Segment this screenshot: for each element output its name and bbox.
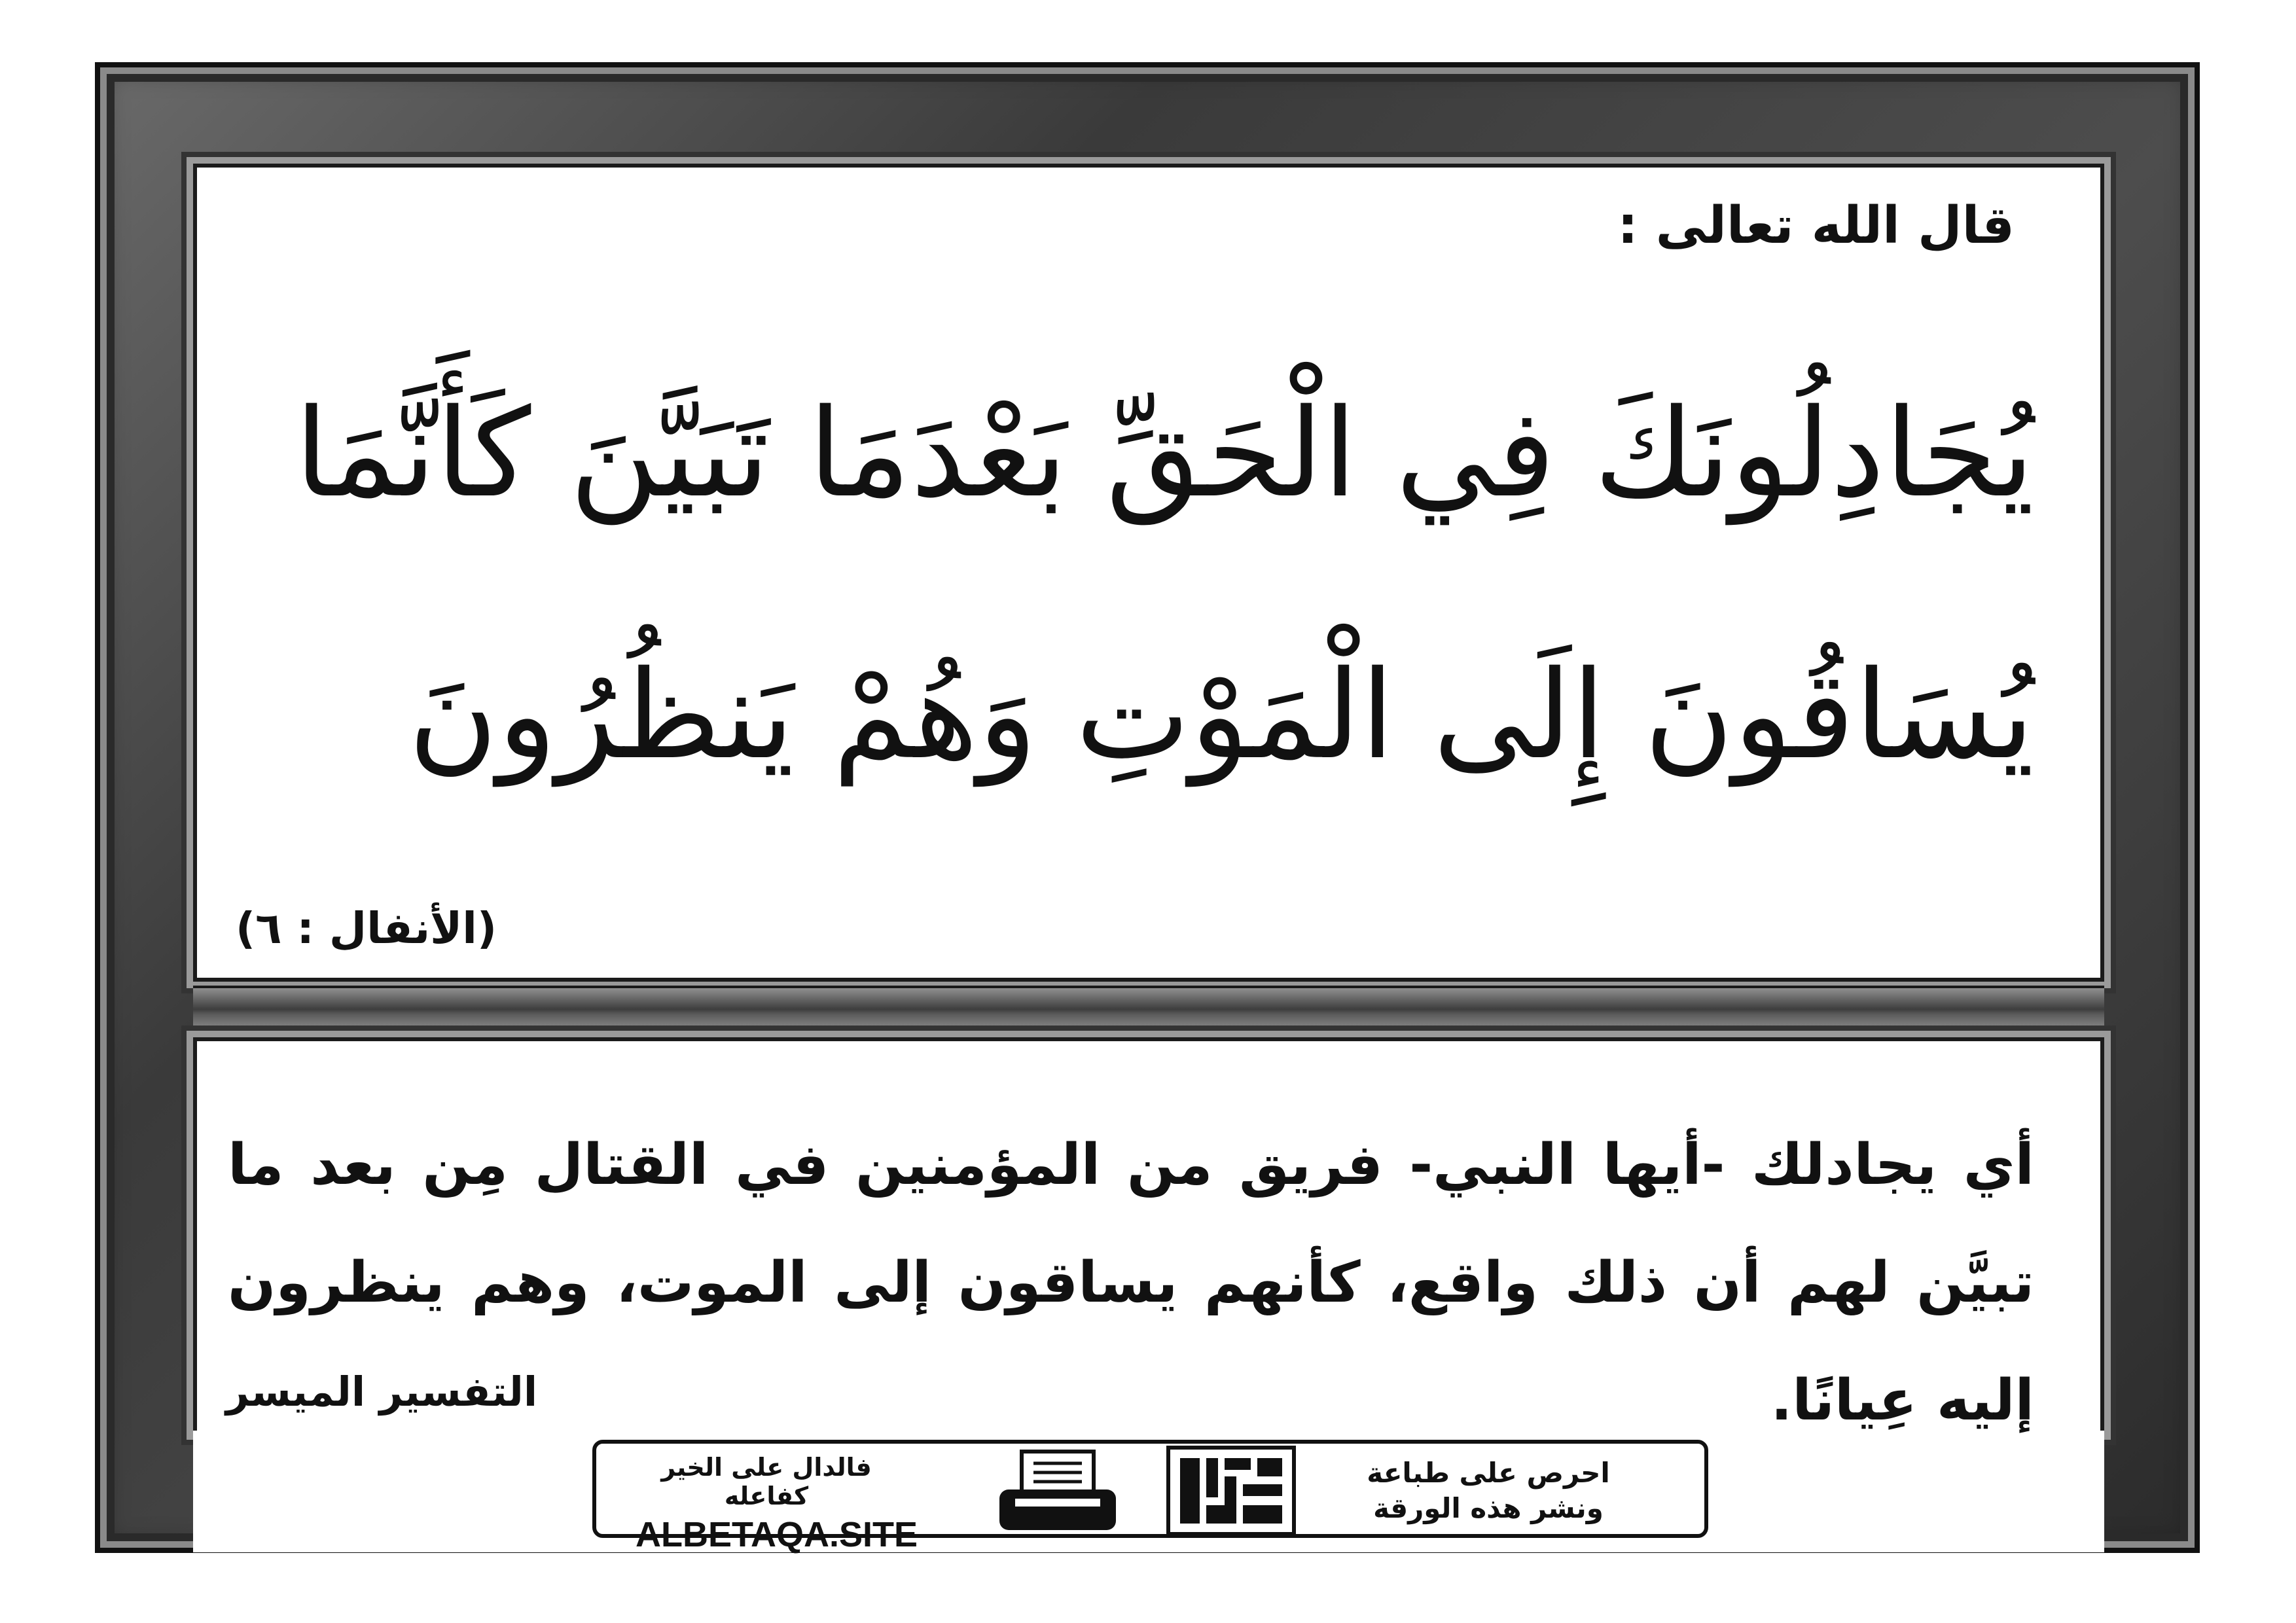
footer-call-line-1: احرص على طباعة (1367, 1457, 1610, 1489)
frame-divider (193, 986, 2104, 1038)
tafsir-text: أي يجادلك -أيها النبي- فريق من المؤمنين في القتال مِن بعد ما تبيَّن لهم أن ذلك واقع، كأنهم يساقون إلى الموت، وهم ينظرون إليه عِيانًا. (228, 1132, 2034, 1433)
verse-panel (193, 164, 2104, 982)
footer-call-to-action (1331, 1455, 1645, 1526)
verse-line-2: يُسَاقُونَ إِلَى الْمَوْتِ وَهُمْ يَنظُرُونَ (408, 644, 2034, 786)
logo-icon (1166, 1445, 1297, 1537)
footer-site-link[interactable]: ALBETAQA.SITE (636, 1515, 918, 1554)
tafsir-source: التفسير الميسر (226, 1368, 538, 1416)
printer-icon (996, 1449, 1120, 1534)
intro-text: قال الله تعالى : (1617, 196, 2015, 255)
footer-banner (592, 1440, 1708, 1554)
footer-site-block (636, 1453, 918, 1555)
footer-slogan: فالدال على الخير كفاعله (661, 1453, 872, 1510)
verse-line-1: يُجَادِلُونَكَ فِي الْحَقِّ بَعْدَمَا تَبَيَّنَ كَأَنَّمَا (295, 382, 2034, 524)
verse-reference: (الأنفال : ٦) (236, 903, 497, 954)
footer-call-line-2: ونشر هذه الورقة (1373, 1492, 1604, 1524)
